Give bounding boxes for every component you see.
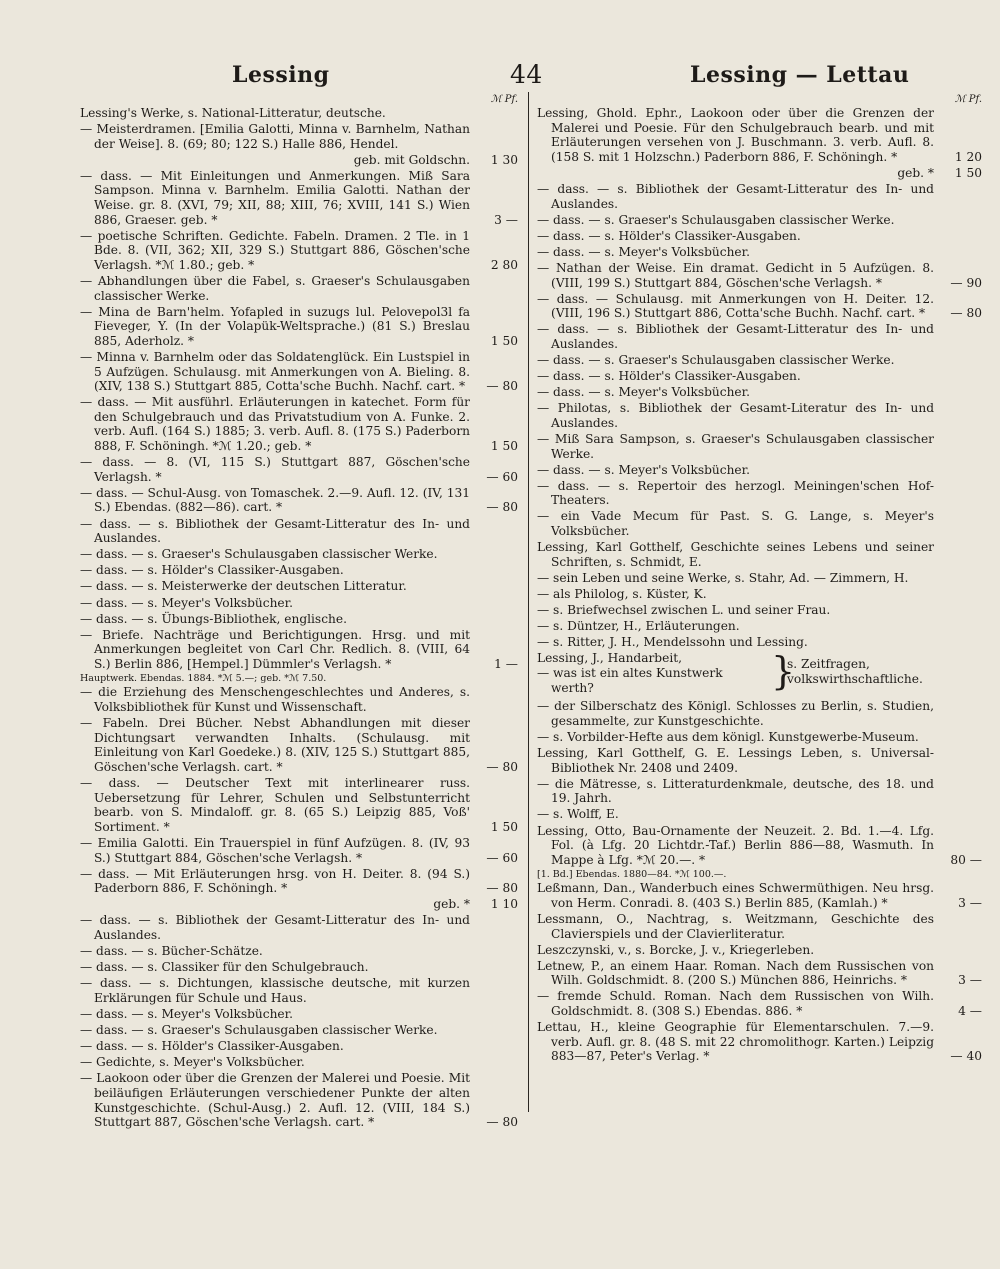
entry-text: — Minna v. Barnhelm oder das Soldatenglück. Ein Lustspiel in 5 Aufzügen. Schulausg. mit Anmerkungen von A. Bieling. 8. (XIV, 138 S.) Stuttgart 885, Cotta'sche Buchh. Nachf. cart. * (80, 350, 470, 394)
catalog-entry (537, 166, 982, 181)
catalog-entry (537, 959, 982, 988)
entry-text: — dass. — Mit Einleitungen und Anmerkungen. Miß Sara Sampson. Minna v. Barnhelm. Emilia Galotti. Nathan der Weise. gr. 8. (XVI, 79; XII, 88; XIII, 76; XVIII, 141 S.) Wien 886, Graeser. geb. * (80, 168, 470, 227)
brace-entry (537, 651, 982, 697)
entry-text: [1. Bd.] Ebendas. 1880—84. *ℳ 100.—. (537, 868, 727, 880)
entry-text: — dass. — s. Meyer's Volksbücher. (80, 1006, 293, 1021)
entry-text: — dass. — s. Dichtungen, klassische deutsche, mit kurzen Erklärungen für Schule und Haus. (80, 976, 470, 1005)
entry-text: Lessing, Karl Gotthelf, G. E. Lessings Leben, s. Universal-Bibliothek Nr. 2408 und 2409. (537, 746, 934, 775)
entry-price: 1 50 (954, 165, 982, 180)
entry-text: — dass. — s. Graeser's Schulausgaben classischer Werke. (80, 1023, 438, 1038)
entry-text: — Miß Sara Sampson, s. Graeser's Schulausgaben classischer Werke. (537, 431, 934, 461)
entry-text: — dass. — s. Hölder's Classiker-Ausgaben. (80, 1039, 344, 1054)
entry-text: Lessing, Otto, Bau-Ornamente der Neuzeit. 2. Bd. 1.—4. Lfg. Fol. (à Lfg. 20 Lichtdr.-Taf.) Berlin 886—88, Wasmuth. In Mappe à Lfg. *ℳ 20.—. * (537, 823, 934, 867)
entry-text: — dass. — s. Hölder's Classiker-Ausgaben. (537, 228, 801, 243)
entry-text: — Nathan der Weise. Ein dramat. Gedicht in 5 Aufzügen. 8. (VIII, 199 S.) Stuttgart 884, Göschen'sche Verlagsh. * (537, 260, 934, 290)
catalog-entry (537, 881, 982, 910)
entry-text: — dass. — Schulausg. mit Anmerkungen von H. Deiter. 12. (VIII, 196 S.) Stuttgart 886, Cotta'sche Buchh. Nachf. cart. * (537, 291, 934, 321)
entry-price: 80 — (950, 852, 982, 867)
column-divider (528, 92, 529, 1112)
entry-text: — dass. — s. Repertoir des herzogl. Meiningen'schen Hof-Theaters. (537, 478, 934, 508)
running-head-right: Lessing — Lettau (690, 62, 910, 88)
catalog-entry (80, 716, 518, 774)
entry-text: — s. Ritter, J. H., Mendelssohn und Lessing. (537, 635, 808, 650)
entry-text: — Briefe. Nachträge und Berichtigungen. Hrsg. und mit Anmerkungen begleitet von Carl Chr. Redlich. 8. (VIII, 64 S.) Berlin 886, [Hempel.] Dümmler's Verlagsh. * (80, 627, 470, 671)
entry-price: 1 30 (490, 152, 518, 167)
entry-text: — dass. — s. Meisterwerke der deutschen Litteratur. (80, 579, 407, 594)
catalog-entry (537, 571, 982, 586)
entry-text: Leßmann, Dan., Wanderbuch eines Schwermüthigen. Neu hrsg. von Herm. Conradi. 8. (403 S.) Berlin 885, (Kamlah.) * (537, 881, 934, 910)
catalog-entry (80, 547, 518, 562)
catalog-entry (80, 673, 518, 684)
entry-text: — dass. — s. Hölder's Classiker-Ausgaben. (537, 369, 801, 384)
catalog-entry (537, 777, 982, 806)
catalog-entry (80, 1071, 518, 1129)
entry-text: — poetische Schriften. Gedichte. Fabeln. Dramen. 2 Tle. in 1 Bde. 8. (VII, 362; XII, 329 S.) Stuttgart 886, Göschen'sche Verlagsh. *ℳ 1.80.; geb. * (80, 228, 470, 272)
catalog-entry (80, 867, 518, 896)
catalog-entry (537, 322, 982, 351)
entry-text: — dass. — Mit Erläuterungen hrsg. von H. Deiter. 8. (94 S.) Paderborn 886, F. Schöningh. * (80, 866, 470, 896)
entry-text: — s. Wolff, E. (537, 807, 619, 822)
entry-price: 1 50 (490, 819, 518, 834)
price-heading: ℳ Pf. (954, 94, 982, 105)
catalog-entry (537, 182, 982, 211)
entry-text: Hauptwerk. Ebendas. 1884. *ℳ 5.—; geb. *ℳ 7.50. (80, 672, 327, 684)
catalog-entry (537, 261, 982, 290)
catalog-entry (537, 619, 982, 634)
catalog-entry (80, 229, 518, 273)
entry-text: — die Mätresse, s. Litteraturdenkmale, deutsche, des 18. und 19. Jahrh. (537, 776, 934, 806)
catalog-entry (80, 596, 518, 611)
entry-price: 4 — (958, 1004, 982, 1019)
catalog-entry (80, 913, 518, 942)
catalog-entry (80, 517, 518, 546)
catalog-entry (80, 563, 518, 578)
running-head-left: Lessing (232, 62, 330, 88)
entry-text: — dass. — s. Meyer's Volksbücher. (537, 244, 750, 259)
entry-text: — dass. — s. Graeser's Schulausgaben classischer Werke. (80, 547, 438, 562)
catalog-entry (537, 635, 982, 650)
entry-price: — 80 (486, 500, 518, 515)
entry-text: — dass. — s. Meyer's Volksbücher. (537, 385, 750, 400)
catalog-entry (537, 603, 982, 618)
entry-price: — 60 (486, 850, 518, 865)
entry-text: — dass. — 8. (VI, 115 S.) Stuttgart 887, Göschen'sche Verlagsh. * (80, 455, 470, 484)
catalog-entry (80, 350, 518, 394)
entry-text: Lessing, Ghold. Ephr., Laokoon oder über die Grenzen der Malerei und Poesie. Für den Schulgebrauch bearb. und mit Erläuterungen versehen von J. Buschmann. 3. verb. Aufl. 8. (158 S. mit 1 Holzschn.) Paderborn 886, F. Schöningh. * (537, 106, 934, 164)
entry-price: 1 — (494, 656, 518, 671)
entry-text: — s. Vorbilder-Hefte aus dem königl. Kunstgewerbe-Museum. (537, 729, 919, 744)
entry-text: — dass. — Mit ausführl. Erläuterungen in katechet. Form für den Schulgebrauch und das Privatstudium von A. Funke. 2. verb. Aufl. (164 S.) 1885; 3. verb. Aufl. 8. (175 S.) Paderborn 888, F. Schöningh. *ℳ 1.20.; geb. * (80, 395, 470, 454)
entry-text: — sein Leben und seine Werke, s. Stahr, Ad. — Zimmern, H. (537, 570, 909, 585)
catalog-entry (80, 1039, 518, 1054)
catalog-entry (537, 369, 982, 384)
entry-text: — dass. — s. Classiker für den Schulgebrauch. (80, 960, 369, 975)
catalog-entry (80, 1007, 518, 1022)
entry-price: — 80 (486, 379, 518, 394)
right-column (537, 94, 982, 1065)
entry-price: — 40 (950, 1049, 982, 1064)
entry-text: — dass. — s. Hölder's Classiker-Ausgaben. (80, 563, 344, 578)
catalog-entry (537, 730, 982, 745)
entry-text: — der Silberschatz des Königl. Schlosses zu Berlin, s. Studien, gesammelte, zur Kunstgeschichte. (537, 699, 934, 728)
entry-text: Letnew, P., an einem Haar. Roman. Nach dem Russischen von Wilh. Goldschmidt. 8. (200 S.) München 886, Heinrichs. * (537, 958, 934, 988)
entry-text: — dass. — s. Bibliothek der Gesamt-Litteratur des In- und Auslandes. (537, 181, 934, 211)
entry-price: — 80 (486, 881, 518, 896)
entry-text: — s. Briefwechsel zwischen L. und seiner Frau. (537, 603, 831, 617)
entry-text: geb. mit Goldschn. (353, 152, 470, 167)
catalog-entry (80, 685, 518, 714)
entry-text: — Gedichte, s. Meyer's Volksbücher. (80, 1055, 305, 1070)
brace-line: werth? (551, 681, 594, 696)
entry-price: 2 80 (490, 257, 518, 272)
catalog-entry (80, 486, 518, 515)
entry-text: — Laokoon oder über die Grenzen der Malerei und Poesie. Mit beiläufigen Erläuterungen verschiedener Punkte der alten Kunstgeschichte. (Schul-Ausg.) 2. Aufl. 12. (VIII, 184 S.) Stuttgart 887, Göschen'sche Verlagsh. cart. * (80, 1071, 470, 1130)
entry-text: — Emilia Galotti. Ein Trauerspiel in fünf Aufzügen. 8. (IV, 93 S.) Stuttgart 884, Göschen'sche Verlagsh. * (80, 835, 470, 865)
catalog-entry (537, 540, 982, 569)
entry-text: — dass. — s. Bücher-Schätze. (80, 944, 263, 959)
entry-text: Lessing, Karl Gotthelf, Geschichte seines Lebens und seiner Schriften, s. Schmidt, E. (537, 540, 934, 569)
entry-text: — dass. — Deutscher Text mit interlinearer russ. Uebersetzung für Lehrer, Schulen und Selbstunterricht bearb. von S. Mindaloff. gr. 8. (65 S.) Leipzig 885, Voß' Sortiment. * (80, 776, 470, 834)
entry-text: — dass. — s. Bibliothek der Gesamt-Litteratur des In- und Auslandes. (80, 913, 470, 942)
entry-price: — 80 (950, 306, 982, 321)
catalog-entry (537, 213, 982, 228)
catalog-entry (80, 153, 518, 168)
entry-text: — s. Düntzer, H., Erläuterungen. (537, 619, 740, 634)
catalog-entry (537, 869, 982, 880)
catalog-entry (80, 395, 518, 453)
catalog-entry (537, 824, 982, 868)
catalog-entry (537, 106, 982, 164)
catalog-entry (537, 479, 982, 508)
entry-text: — dass. — s. Graeser's Schulausgaben classischer Werke. (537, 353, 895, 367)
catalog-entry (80, 305, 518, 349)
entry-price: 1 50 (490, 439, 518, 454)
entry-text: — dass. — s. Bibliothek der Gesamt-Litteratur des In- und Auslandes. (537, 322, 934, 351)
page-number: 44 (510, 60, 543, 89)
catalog-entry (537, 943, 982, 958)
catalog-entry (80, 776, 518, 834)
entry-text: — dass. — Schul-Ausg. von Tomaschek. 2.—9. Aufl. 12. (IV, 131 S.) Ebendas. (882—86). cart. * (80, 485, 470, 515)
catalog-entry (80, 612, 518, 627)
entry-text: geb. * (433, 897, 470, 912)
catalog-entry (537, 432, 982, 461)
entry-text: geb. * (897, 165, 934, 180)
entry-price: — 80 (486, 759, 518, 774)
right-entries-b (537, 699, 982, 1064)
catalog-entry (80, 579, 518, 594)
entry-text: — Philotas, s. Bibliothek der Gesamt-Literatur des In- und Auslandes. (537, 401, 934, 430)
entry-text: — als Philolog, s. Küster, K. (537, 586, 707, 601)
entry-text: — Abhandlungen über die Fabel, s. Graeser's Schulausgaben classischer Werke. (80, 274, 470, 303)
entry-text: — ein Vade Mecum für Past. S. G. Lange, s. Meyer's Volksbücher. (537, 509, 934, 539)
catalog-entry (537, 353, 982, 368)
brace-glyph: } (771, 649, 796, 694)
entry-price: — 80 (486, 1115, 518, 1130)
entry-price: 1 50 (490, 333, 518, 348)
entry-price: 1 20 (954, 149, 982, 164)
catalog-entry (80, 106, 518, 121)
catalog-entry (80, 628, 518, 672)
entry-price: 3 — (958, 973, 982, 988)
catalog-entry (80, 897, 518, 912)
entry-price: 3 — (494, 212, 518, 227)
brace-line: Lessing, J., Handarbeit, (537, 651, 682, 666)
catalog-entry (537, 989, 982, 1018)
entry-price: — 60 (486, 469, 518, 484)
brace-line: — was ist ein altes Kunstwerk (537, 666, 723, 681)
entry-text: — dass. — s. Graeser's Schulausgaben classischer Werke. (537, 212, 895, 227)
catalog-entry (80, 274, 518, 303)
entry-text: — Fabeln. Drei Bücher. Nebst Abhandlungen mit dieser Dichtungsart verwandten Inhalts. (Schulausg. mit Einleitung von Karl Goedeke.) 8. (XIV, 125 S.) Stuttgart 885, Göschen'sche Verlagsh. cart. * (80, 716, 470, 774)
catalog-entry (537, 229, 982, 244)
entry-text: — dass. — s. Meyer's Volksbücher. (537, 462, 750, 477)
catalog-entry (537, 699, 982, 728)
entry-text: — fremde Schuld. Roman. Nach dem Russischen von Wilh. Goldschmidt. 8. (308 S.) Ebendas. 886. * (537, 989, 934, 1019)
catalog-entry (537, 509, 982, 538)
entry-text: — dass. — s. Übungs-Bibliothek, englische. (80, 611, 347, 626)
left-column (80, 94, 518, 1131)
catalog-entry (537, 746, 982, 775)
catalog-entry (537, 292, 982, 321)
catalog-entry (80, 836, 518, 865)
entry-text: — Meisterdramen. [Emilia Galotti, Minna v. Barnhelm, Nathan der Weise]. 8. (69; 80; 122 S.) Halle 886, Hendel. (80, 122, 470, 151)
entry-text: — dass. — s. Bibliothek der Gesamt-Litteratur des In- und Auslandes. (80, 516, 470, 546)
catalog-entry (537, 587, 982, 602)
catalog-entry (80, 1023, 518, 1038)
catalog-entry (80, 976, 518, 1005)
catalog-entry (80, 122, 518, 151)
catalog-entry (537, 401, 982, 430)
catalog-entry (537, 463, 982, 478)
entry-text: — Mina de Barn'helm. Yofapled in suzugs lul. Pelovepol3l fa Fieveger, Y. (In der Volapük-Weltsprache.) (81 S.) Breslau 885, Aderholz. * (80, 304, 470, 348)
catalog-entry (537, 1020, 982, 1064)
entry-text: Lessmann, O., Nachtrag, s. Weitzmann, Geschichte des Clavierspiels und der Clavierliteratur. (537, 912, 934, 941)
catalog-entry (80, 944, 518, 959)
right-entries-a (537, 106, 982, 650)
brace-target: s. Zeitfragen, volkswirthschaftliche. (787, 657, 923, 686)
catalog-entry (80, 455, 518, 484)
catalog-entry (80, 169, 518, 227)
entry-text: — dass. — s. Meyer's Volksbücher. (80, 595, 293, 610)
catalog-entry (537, 807, 982, 822)
catalog-entry (537, 385, 982, 400)
catalog-entry (537, 245, 982, 260)
entry-text: Leszczynski, v., s. Borcke, J. v., Kriegerleben. (537, 942, 815, 957)
catalog-entry (537, 912, 982, 941)
entry-price: 1 10 (490, 897, 518, 912)
entry-text: Lessing's Werke, s. National-Litteratur, deutsche. (80, 106, 386, 120)
entry-text: — die Erziehung des Menschengeschlechtes und Anderes, s. Volksbibliothek für Kunst und Wissenschaft. (80, 685, 470, 715)
catalog-entry (80, 960, 518, 975)
price-heading: ℳ Pf. (490, 94, 518, 105)
entry-price: 3 — (958, 895, 982, 910)
entry-price: — 90 (950, 275, 982, 290)
catalog-entry (80, 1055, 518, 1070)
left-entries (80, 106, 518, 1130)
entry-text: Lettau, H., kleine Geographie für Elementarschulen. 7.—9. verb. Aufl. gr. 8. (48 S. mit 22 chromolithogr. Karten.) Leipzig 883—87, Peter's Verlag. * (537, 1020, 934, 1064)
